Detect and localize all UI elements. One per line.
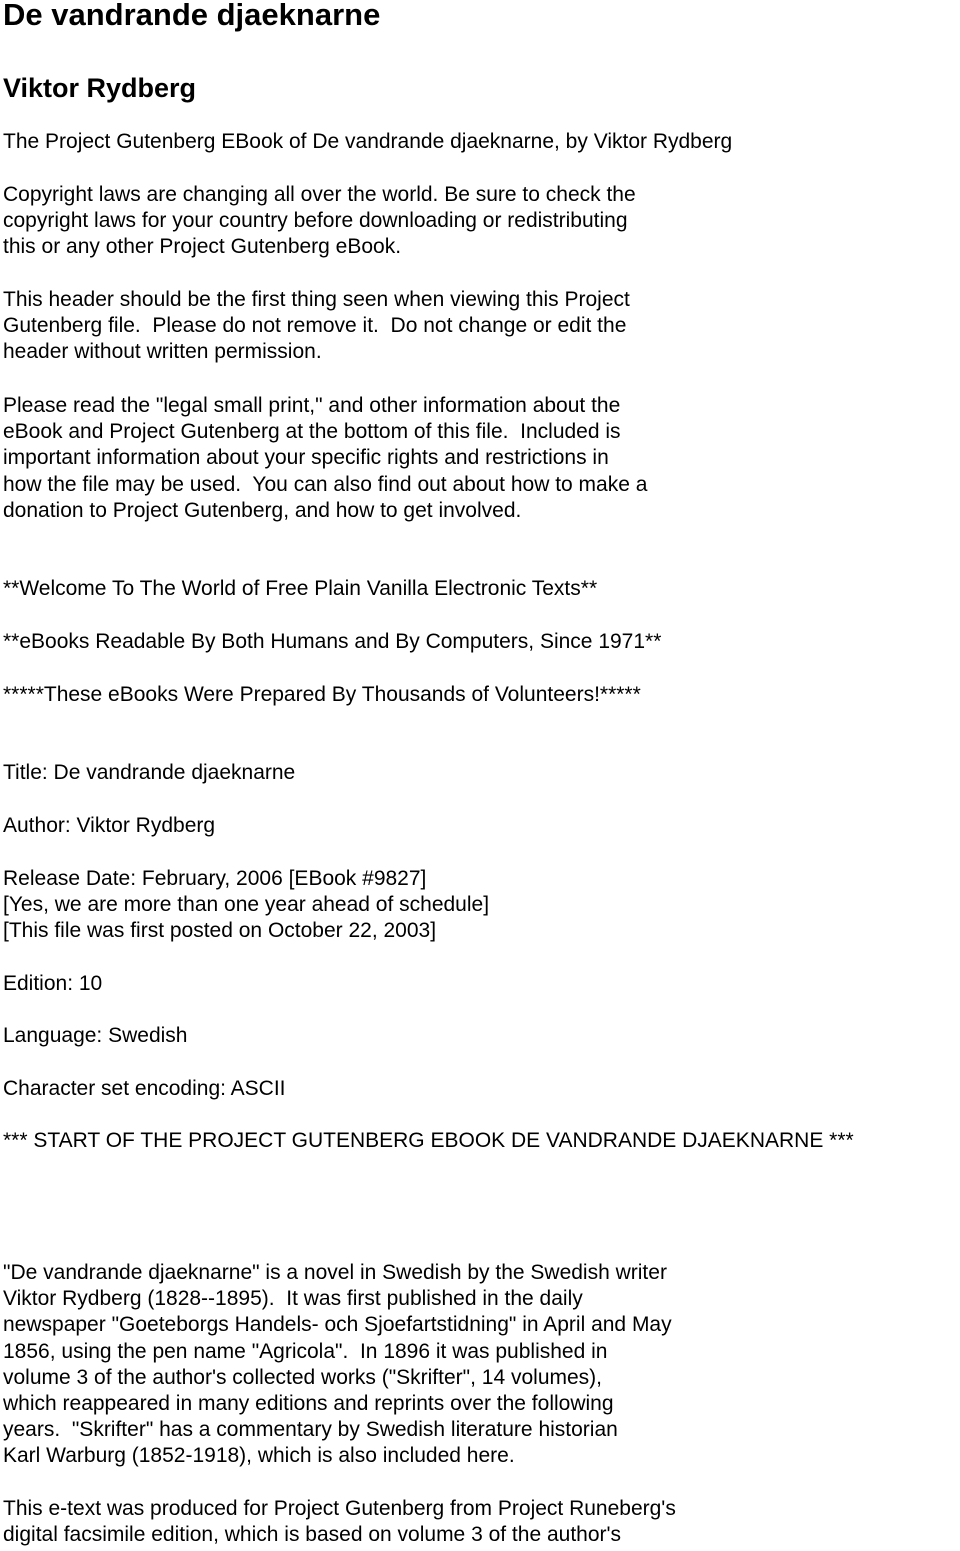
paragraph-etext — [3, 1496, 676, 1548]
start-marker — [3, 1128, 854, 1154]
text-line: **Welcome To The World of Free Plain Vanilla Electronic Texts** — [3, 577, 598, 600]
text-line: This header should be the first thing seen when viewing this Project — [3, 288, 630, 311]
field-charset — [3, 1076, 286, 1102]
text-line: Gutenberg file. Please do not remove it. Do not change or edit the — [3, 314, 627, 338]
text-line: Please read the "legal small print," and other information about the — [3, 394, 621, 417]
paragraph-readable — [3, 629, 661, 655]
text-line: Release Date: February, 2006 [EBook #9827] — [3, 867, 427, 890]
text-line: Title: De vandrande djaeknarne — [3, 761, 296, 784]
text-line: 1856, using the pen name "Agricola". In 1896 it was published in — [3, 1339, 608, 1363]
text-line: digital facsimile edition, which is based on volume 3 of the author's — [3, 1523, 622, 1547]
text-line: newspaper "Goeteborgs Handels- och Sjoefartstidning" in April and May — [3, 1313, 672, 1337]
paragraph-legal — [3, 393, 647, 524]
paragraph-welcome — [3, 576, 597, 602]
text-line: which reappeared in many editions and reprints over the following — [3, 1392, 614, 1416]
field-language — [3, 1023, 187, 1049]
text-line: volume 3 of the author's collected works ("Skrifter", 14 volumes), — [3, 1365, 602, 1389]
text-line: Viktor Rydberg (1828--1895). It was first published in the daily — [3, 1287, 583, 1311]
paragraph-copyright — [3, 182, 636, 261]
text-line: The Project Gutenberg EBook of De vandrande djaeknarne, by Viktor Rydberg — [3, 130, 733, 153]
document-title: De vandrande djaeknarne — [3, 0, 381, 32]
text-line: years. "Skrifter" has a commentary by Swedish literature historian — [3, 1418, 618, 1442]
field-edition — [3, 971, 102, 997]
text-line: this or any other Project Gutenberg eBook. — [3, 235, 402, 259]
document-author: Viktor Rydberg — [3, 73, 197, 103]
text-line: This e-text was produced for Project Gutenberg from Project Runeberg's — [3, 1497, 676, 1520]
text-line: how the file may be used. You can also find out about how to make a — [3, 472, 648, 496]
text-line: Karl Warburg (1852-1918), which is also included here. — [3, 1444, 515, 1468]
text-line: **eBooks Readable By Both Humans and By Computers, Since 1971** — [3, 630, 662, 653]
text-line: [Yes, we are more than one year ahead of schedule] — [3, 893, 490, 917]
text-line: copyright laws for your country before downloading or redistributing — [3, 209, 628, 233]
text-line: Character set encoding: ASCII — [3, 1077, 286, 1100]
paragraph-novel — [3, 1260, 672, 1470]
text-line: donation to Project Gutenberg, and how to get involved. — [3, 498, 522, 522]
text-line: important information about your specific rights and restrictions in — [3, 446, 609, 470]
text-line: eBook and Project Gutenberg at the bottom of this file. Included is — [3, 420, 621, 444]
text-line: "De vandrande djaeknarne" is a novel in Swedish by the Swedish writer — [3, 1261, 667, 1284]
text-line: Author: Viktor Rydberg — [3, 814, 216, 837]
text-line: Edition: 10 — [3, 972, 103, 995]
text-line: header without written permission. — [3, 340, 322, 364]
paragraph-intro — [3, 129, 732, 155]
field-title — [3, 760, 295, 786]
text-line: Copyright laws are changing all over the world. Be sure to check the — [3, 183, 636, 206]
field-author — [3, 813, 215, 839]
paragraph-header-note — [3, 287, 630, 366]
text-line: [This file was first posted on October 22, 2003] — [3, 919, 437, 943]
text-line: *** START OF THE PROJECT GUTENBERG EBOOK DE VANDRANDE DJAEKNARNE *** — [3, 1129, 854, 1152]
paragraph-volunteers — [3, 682, 641, 708]
text-line: Language: Swedish — [3, 1024, 188, 1047]
field-release-date — [3, 866, 489, 945]
text-line: *****These eBooks Were Prepared By Thousands of Volunteers!***** — [3, 683, 641, 706]
